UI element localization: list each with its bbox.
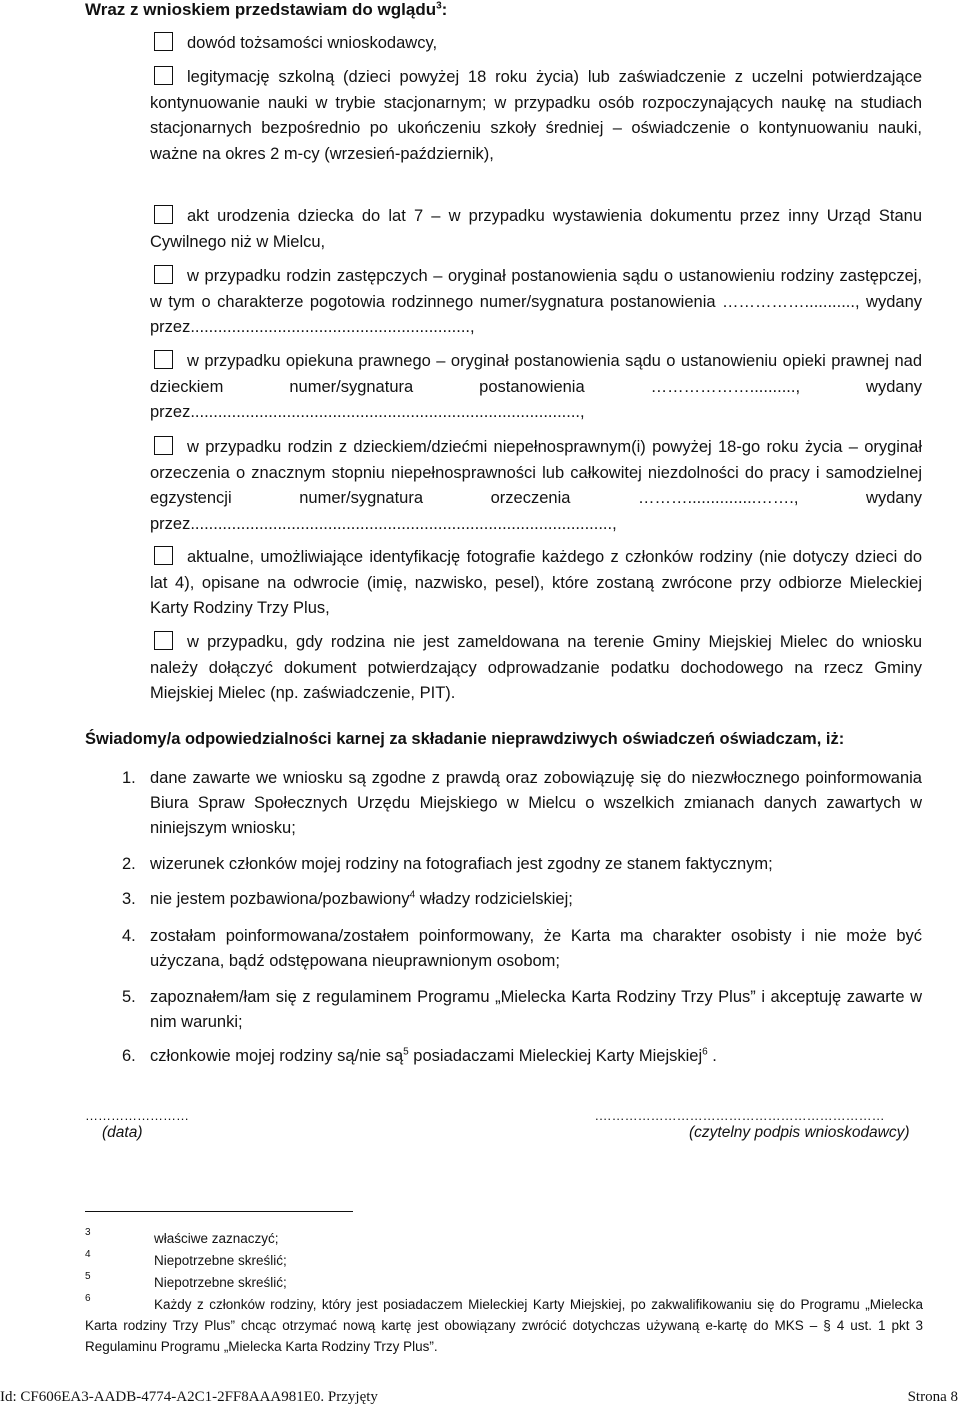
heading-text: Wraz z wnioskiem przedstawiam do wglądu	[85, 0, 437, 19]
checkbox[interactable]	[154, 32, 173, 51]
attachment-item	[150, 65, 922, 167]
footnote	[85, 1294, 923, 1357]
document-id: Id: CF606EA3-AADB-4774-A2C1-2FF8AAA981E0. Przyjęty	[0, 1389, 378, 1405]
declaration-item	[122, 1044, 922, 1069]
declaration-text: wizerunek członków mojej rodziny na fotografiach jest zgodny ze stanem faktycznym;	[150, 855, 773, 873]
footnote-number: 4	[85, 1249, 91, 1260]
footnote-separator	[85, 1211, 353, 1212]
footnote	[85, 1250, 923, 1271]
declaration-number: 6.	[122, 1047, 136, 1065]
footnote	[85, 1228, 923, 1249]
declaration-text-part: posiadaczami Mieleckiej Karty Miejskiej	[408, 1047, 703, 1065]
declaration-item	[122, 766, 922, 841]
attachment-text: akt urodzenia dziecka do lat 7 – w przypadku wystawienia dokumentu przez inny Urząd Stanu Cywilnego niż w Mielcu,	[150, 207, 922, 251]
checkbox[interactable]	[154, 66, 173, 85]
attachment-text: w przypadku opiekuna prawnego – oryginał postanowienia sądu o ustanowieniu opieki prawnej nad dzieckiem numer/sygnatura postanowienia ……………….........., wydany przez.....................................................................................,	[150, 352, 922, 421]
attachment-text: legitymację szkolną (dzieci powyżej 18 roku życia) lub zaświadczenie z uczelni potwierdzające kontynuowanie nauki w trybie stacjonarnym; w przypadku osób rozpoczynających naukę na studiach stacjonarnych bezpośrednio po ukończeniu szkoły średniej – oświadczenie o kontynuowaniu nauki, ważne na okres 2 m-cy (wrzesień-październik),	[150, 68, 922, 163]
declaration-text-part: .	[707, 1047, 717, 1065]
footnote-text: Niepotrzebne skreślić;	[154, 1253, 287, 1268]
footnote	[85, 1272, 923, 1293]
attachment-text: w przypadku rodzin zastępczych – oryginał postanowienia sądu o ustanowieniu rodziny zastępczej, w tym o charakterze pogotowia rodzinnego numer/sygnatura postanowienia ……………..........., wydany przez.............................................................,	[150, 267, 922, 336]
attachment-text: dowód tożsamości wnioskodawcy,	[187, 34, 438, 52]
checkbox[interactable]	[154, 350, 173, 369]
attachment-text: w przypadku rodzin z dzieckiem/dziećmi niepełnosprawnym(i) powyżej 18-go roku życia – oryginał orzeczenia o znacznym stopniu niepełnosprawności lub całkowitej niezdolności do pracy i samodzielnej egzystencji numer/sygnatura orzeczenia ………...............……., wydany przez............................................................................................,	[150, 438, 922, 533]
footnote-text: Niepotrzebne skreślić;	[154, 1275, 287, 1290]
attachment-item	[150, 204, 922, 255]
declaration-item	[122, 924, 922, 974]
attachment-item	[150, 545, 922, 622]
declaration-text: dane zawarte we wniosku są zgodne z prawdą oraz zobowiązuję się do niezwłocznego poinformowania Biura Spraw Społecznych Urzędu Miejskiego w Mielcu o wszelkich zmianach danych zawartych w niniejszym wniosku;	[150, 769, 922, 837]
declaration-text-part: członkowie mojej rodziny są/nie są	[150, 1047, 404, 1065]
attachment-item	[150, 349, 922, 426]
declaration-item	[122, 852, 922, 877]
signature-label: (czytelny podpis wnioskodawcy)	[689, 1124, 910, 1141]
declaration-text-part: władzy rodzicielskiej;	[415, 890, 573, 908]
footnote-ref: 4	[409, 889, 416, 901]
attachment-item	[150, 630, 922, 707]
checkbox[interactable]	[154, 631, 173, 650]
footnote-text: właściwe zaznaczyć;	[154, 1231, 279, 1246]
footnote-ref: 6	[702, 1046, 708, 1058]
declaration-text: zapoznałem/łam się z regulaminem Programu „Mielecka Karta Rodziny Trzy Plus” i akceptuję zawarte w nim warunki;	[150, 988, 922, 1031]
declaration-number: 5.	[122, 988, 136, 1006]
footnote-number: 6	[85, 1293, 91, 1304]
declaration-number: 4.	[122, 927, 136, 945]
heading-footnote-ref: 3	[436, 0, 442, 12]
declaration-item	[122, 887, 922, 912]
footnote-text: Każdy z członków rodziny, który jest posiadaczem Mieleckiej Karty Miejskiej, po zakwalifikowaniu się do Programu „Mielecka Karta rodziny Trzy Plus” chcąc otrzymać nową kartę jest obowiązany zwrócić dotychczas używaną e-kartę do MKS – § 4 ust. 1 pkt 3 Regulaminu Programu „Mielecka Karta Rodziny Trzy Plus”.	[85, 1297, 923, 1354]
attachment-item	[150, 264, 922, 341]
date-dots: ……………………	[85, 1108, 189, 1123]
attachment-text: aktualne, umożliwiające identyfikację fotografie każdego z członków rodziny (nie dotyczy dzieci do lat 4), opisane na odwrocie (imię, nazwisko, pesel), które zostaną zwrócone przy odbiorze Mieleckiej Karty Rodziny Trzy Plus,	[150, 548, 922, 617]
declaration-number: 1.	[122, 769, 136, 787]
declaration-text: zostałam poinformowana/zostałem poinformowany, że Karta ma charakter osobisty i nie może być użyczana, bądź odstępowana nieuprawnionym osobom;	[150, 927, 922, 970]
attachments-heading	[85, 0, 447, 20]
date-label: (data)	[102, 1124, 143, 1141]
heading-colon: :	[441, 0, 448, 19]
declaration-text	[150, 887, 922, 912]
page-number: Strona 8	[907, 1389, 958, 1405]
declaration-text	[150, 1044, 922, 1069]
checkbox[interactable]	[154, 205, 173, 224]
footnote-ref: 5	[403, 1046, 409, 1058]
declaration-number: 3.	[122, 890, 136, 908]
footnote-number: 3	[85, 1227, 91, 1238]
checkbox[interactable]	[154, 265, 173, 284]
liability-statement: Świadomy/a odpowiedzialności karnej za składanie nieprawdziwych oświadczeń oświadczam, iż:	[85, 730, 845, 748]
attachment-item	[150, 435, 922, 537]
declaration-text-part: nie jestem pozbawiona/pozbawiony	[150, 890, 410, 908]
attachment-item	[150, 31, 922, 57]
declaration-number: 2.	[122, 855, 136, 873]
attachment-text: w przypadku, gdy rodzina nie jest zameldowana na terenie Gminy Miejskiej Mielec do wniosku należy dołączyć dokument potwierdzający odprowadzanie podatku dochodowego na rzecz Gminy Miejskiej Mielec (np. zaświadczenie, PIT).	[150, 633, 922, 702]
footnote-number: 5	[85, 1271, 91, 1282]
checkbox[interactable]	[154, 546, 173, 565]
declaration-item	[122, 985, 922, 1035]
signature-dots: .…………………………………………………………	[595, 1108, 885, 1123]
checkbox[interactable]	[154, 436, 173, 455]
